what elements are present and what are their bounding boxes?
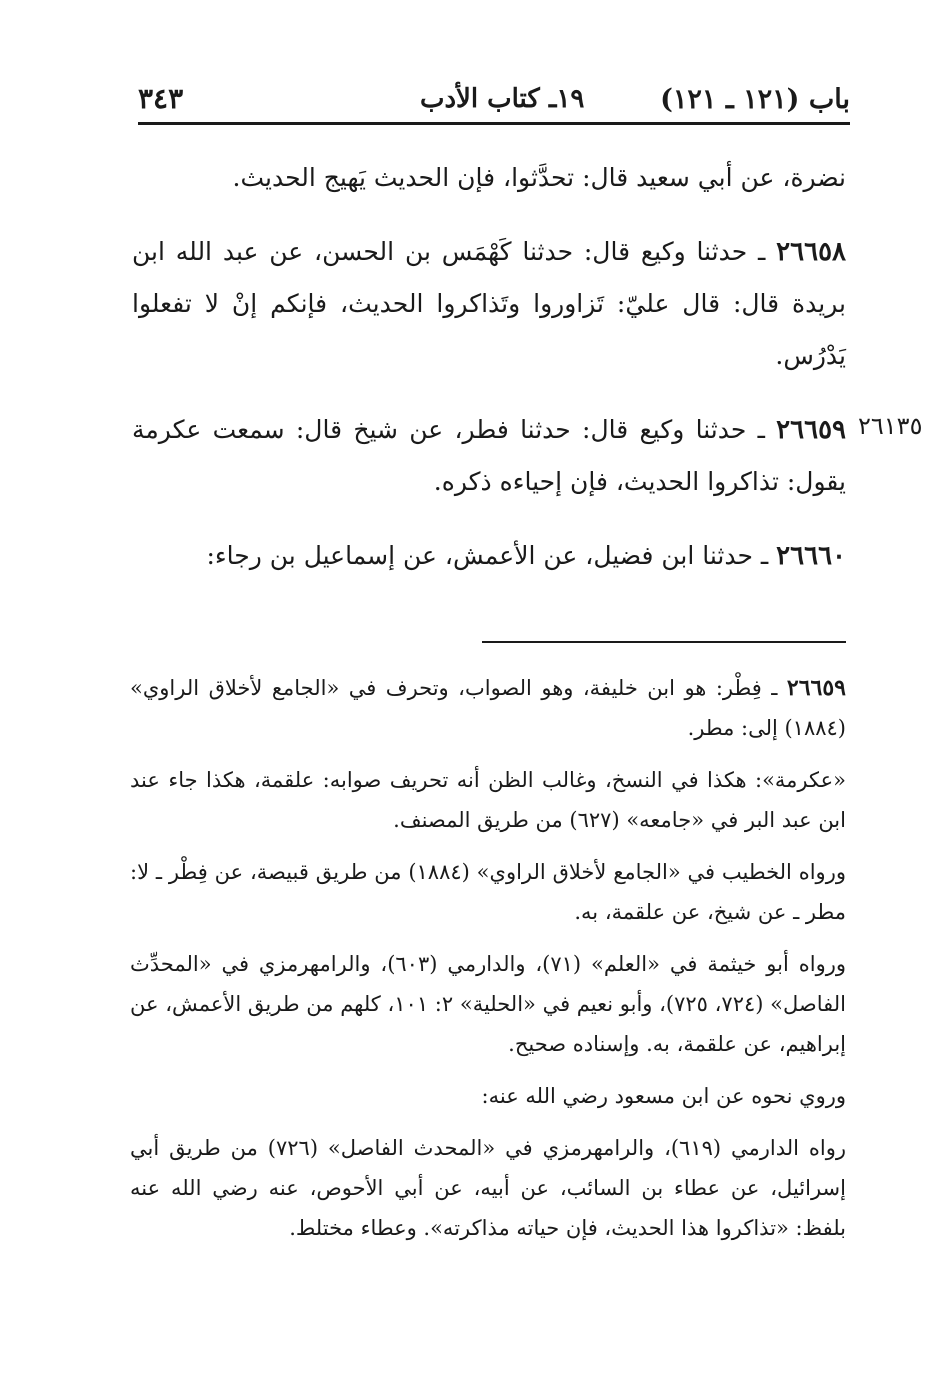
hadith-number: ٢٦٦٦٠ bbox=[776, 541, 846, 571]
hadith-number: ٢٦٦٥٩ bbox=[776, 415, 846, 445]
footnote-paragraph: ورواه الخطيب في «الجامع لأخلاق الراوي» (١٨٨٤) من طريق قبيصة، عن فِطْر ـ لا: مطر ـ عن شيخ، عن علقمة، به. bbox=[130, 860, 846, 924]
paragraph-text: نضرة، عن أبي سعيد قال: تحدَّثوا، فإن الحديث يَهيج الحديث. bbox=[232, 163, 846, 192]
margin-reference-number: ٢٦١٣٥ bbox=[858, 412, 923, 440]
footnotes bbox=[130, 668, 846, 1260]
footnote-divider bbox=[482, 641, 846, 643]
footnote-paragraph: ورواه أبو خيثمة في «العلم» (٧١)، والدارمي (٦٠٣)، والرامهرمزي في «المحدِّث الفاصل» (٧٢٤، ٧٢٥)، وأبو نعيم في «الحلية» ٢: ١٠١، كلهم من طريق الأعمش، عن إبراهيم، عن علقمة، به. وإسناده صحيح. bbox=[130, 952, 846, 1056]
header-divider bbox=[138, 122, 850, 125]
footnote-paragraph: «عكرمة»: هكذا في النسخ، وغالب الظن أنه تحريف صوابه: علقمة، هكذا جاء عند ابن عبد البر في «جامعه» (٦٢٧) من طريق المصنف. bbox=[130, 768, 846, 832]
footnote-26659 bbox=[130, 668, 846, 748]
paragraph-continuation bbox=[132, 152, 846, 204]
hadith-number: ٢٦٦٥٨ bbox=[776, 237, 846, 267]
main-text bbox=[132, 152, 846, 582]
chapter-reference: باب (١٢١ ـ ١٢١) bbox=[660, 84, 850, 115]
page-number: ٣٤٣ bbox=[138, 82, 184, 115]
footnote-text: ـ فِطْر: هو ابن خليفة، وهو الصواب، وتحرف في «الجامع لأخلاق الراوي» (١٨٨٤) إلى: مطر. bbox=[130, 676, 846, 740]
footnote-number: ٢٦٦٥٩ bbox=[786, 675, 846, 701]
hadith-26658 bbox=[132, 226, 846, 382]
hadith-26659 bbox=[132, 404, 846, 508]
hadith-text: ـ حدثنا ابن فضيل، عن الأعمش، عن إسماعيل بن رجاء: bbox=[206, 541, 777, 570]
hadith-text: ـ حدثنا وكيع قال: حدثنا كَهْمَس بن الحسن، عن عبد الله ابن بريدة قال: قال عليّ: تَزاوروا وتَذاكروا الحديث، فإنكم إنْ لا تفعلوا يَدْرُس. bbox=[132, 237, 846, 370]
book-title: ١٩ـ كتاب الأدب bbox=[420, 84, 585, 114]
page-header bbox=[138, 78, 850, 120]
hadith-text: ـ حدثنا وكيع قال: حدثنا فطر، عن شيخ قال: سمعت عكرمة يقول: تذاكروا الحديث، فإن إحياءه ذكره. bbox=[132, 415, 846, 496]
footnote-paragraph: وروي نحوه عن ابن مسعود رضي الله عنه: bbox=[481, 1084, 846, 1108]
footnote-paragraph: رواه الدارمي (٦١٩)، والرامهرمزي في «المحدث الفاصل» (٧٢٦) من طريق أبي إسرائيل، عن عطاء بن السائب، عن أبيه، عن أبي الأحوص، عنه رضي الله عنه بلفظ: «تذاكروا هذا الحديث، فإن حياته مذاكرته». وعطاء مختلط. bbox=[130, 1136, 846, 1240]
hadith-26660 bbox=[132, 530, 846, 582]
